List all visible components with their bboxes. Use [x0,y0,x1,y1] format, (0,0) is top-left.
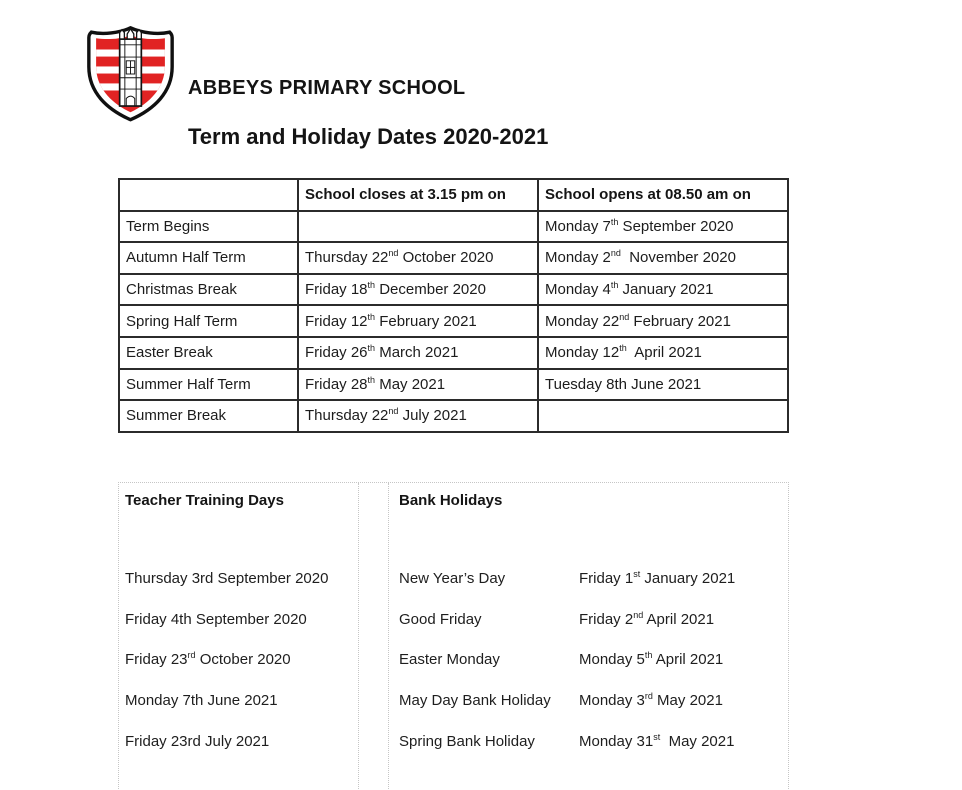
closes-date: Friday 26th March 2021 [298,337,538,369]
closes-date [298,211,538,243]
table-row [119,211,788,243]
closes-date: Friday 28th May 2021 [298,369,538,401]
term-label: Easter Break [119,337,298,369]
closes-date: Thursday 22nd October 2020 [298,242,538,274]
bank-holiday-name: May Day Bank Holiday [399,692,551,710]
teacher-training-title: Teacher Training Days [125,492,284,509]
opens-date: Monday 12th April 2021 [538,337,788,369]
bank-holiday-date: Friday 2nd April 2021 [579,609,715,628]
closes-date: Friday 18th December 2020 [298,274,538,306]
bank-holiday-date: Friday 1st January 2021 [579,569,736,587]
opens-date: Monday 22nd February 2021 [538,305,788,337]
bank-holiday-row [399,570,787,611]
training-day: Friday 4th September 2020 [125,610,307,628]
term-dates-table [118,178,789,433]
table-row [119,242,788,274]
document-title: Term and Holiday Dates 2020-2021 [188,124,549,149]
table-row [119,337,788,369]
bank-holiday-name: Good Friday [399,610,482,628]
term-label: Autumn Half Term [119,242,298,274]
column-divider [358,483,359,790]
bank-holiday-date: Monday 3rd May 2021 [579,691,723,710]
bank-holidays-title: Bank Holidays [399,492,503,509]
tower-icon [120,29,142,106]
table-row [119,305,788,337]
training-day: Friday 23rd July 2021 [125,732,270,750]
school-name: ABBEYS PRIMARY SCHOOL [188,77,466,99]
table-row [119,400,788,432]
opens-date: Monday 4th January 2021 [538,274,788,306]
bank-holiday-row [399,611,787,652]
training-day: Friday 23rd October 2020 [125,650,291,669]
opens-date: Tuesday 8th June 2021 [538,369,788,401]
table-row [119,274,788,306]
bank-holiday-name: New Year’s Day [399,570,506,587]
table-header-row [119,179,788,211]
header-cell-opens: School opens at 08.50 am on [538,179,788,211]
table-row [119,369,788,401]
term-label: Summer Break [119,400,298,432]
opens-date: Monday 7th September 2020 [538,211,788,243]
column-divider [388,483,389,790]
lower-section [118,482,789,790]
opens-date [538,400,788,432]
bank-holiday-name: Spring Bank Holiday [399,732,535,750]
closes-date: Thursday 22nd July 2021 [298,400,538,432]
school-crest-logo [83,25,178,123]
teacher-training-list [125,570,328,773]
opens-date: Monday 2nd November 2020 [538,242,788,274]
term-label: Christmas Break [119,274,298,306]
header-cell-closes: School closes at 3.15 pm on [298,179,538,211]
training-day: Monday 7th June 2021 [125,692,278,710]
term-label: Term Begins [119,211,298,243]
term-label: Summer Half Term [119,369,298,401]
bank-holiday-row [399,733,787,774]
bank-holidays-list [399,570,787,773]
bank-holiday-name: Easter Monday [399,651,500,669]
bank-holiday-date: Monday 5th April 2021 [579,650,724,669]
closes-date: Friday 12th February 2021 [298,305,538,337]
header-cell-empty [119,179,298,211]
term-label: Spring Half Term [119,305,298,337]
bank-holiday-row [399,651,787,692]
bank-holiday-row [399,692,787,733]
bank-holiday-date: Monday 31st May 2021 [579,731,735,750]
training-day: Thursday 3rd September 2020 [125,570,329,587]
